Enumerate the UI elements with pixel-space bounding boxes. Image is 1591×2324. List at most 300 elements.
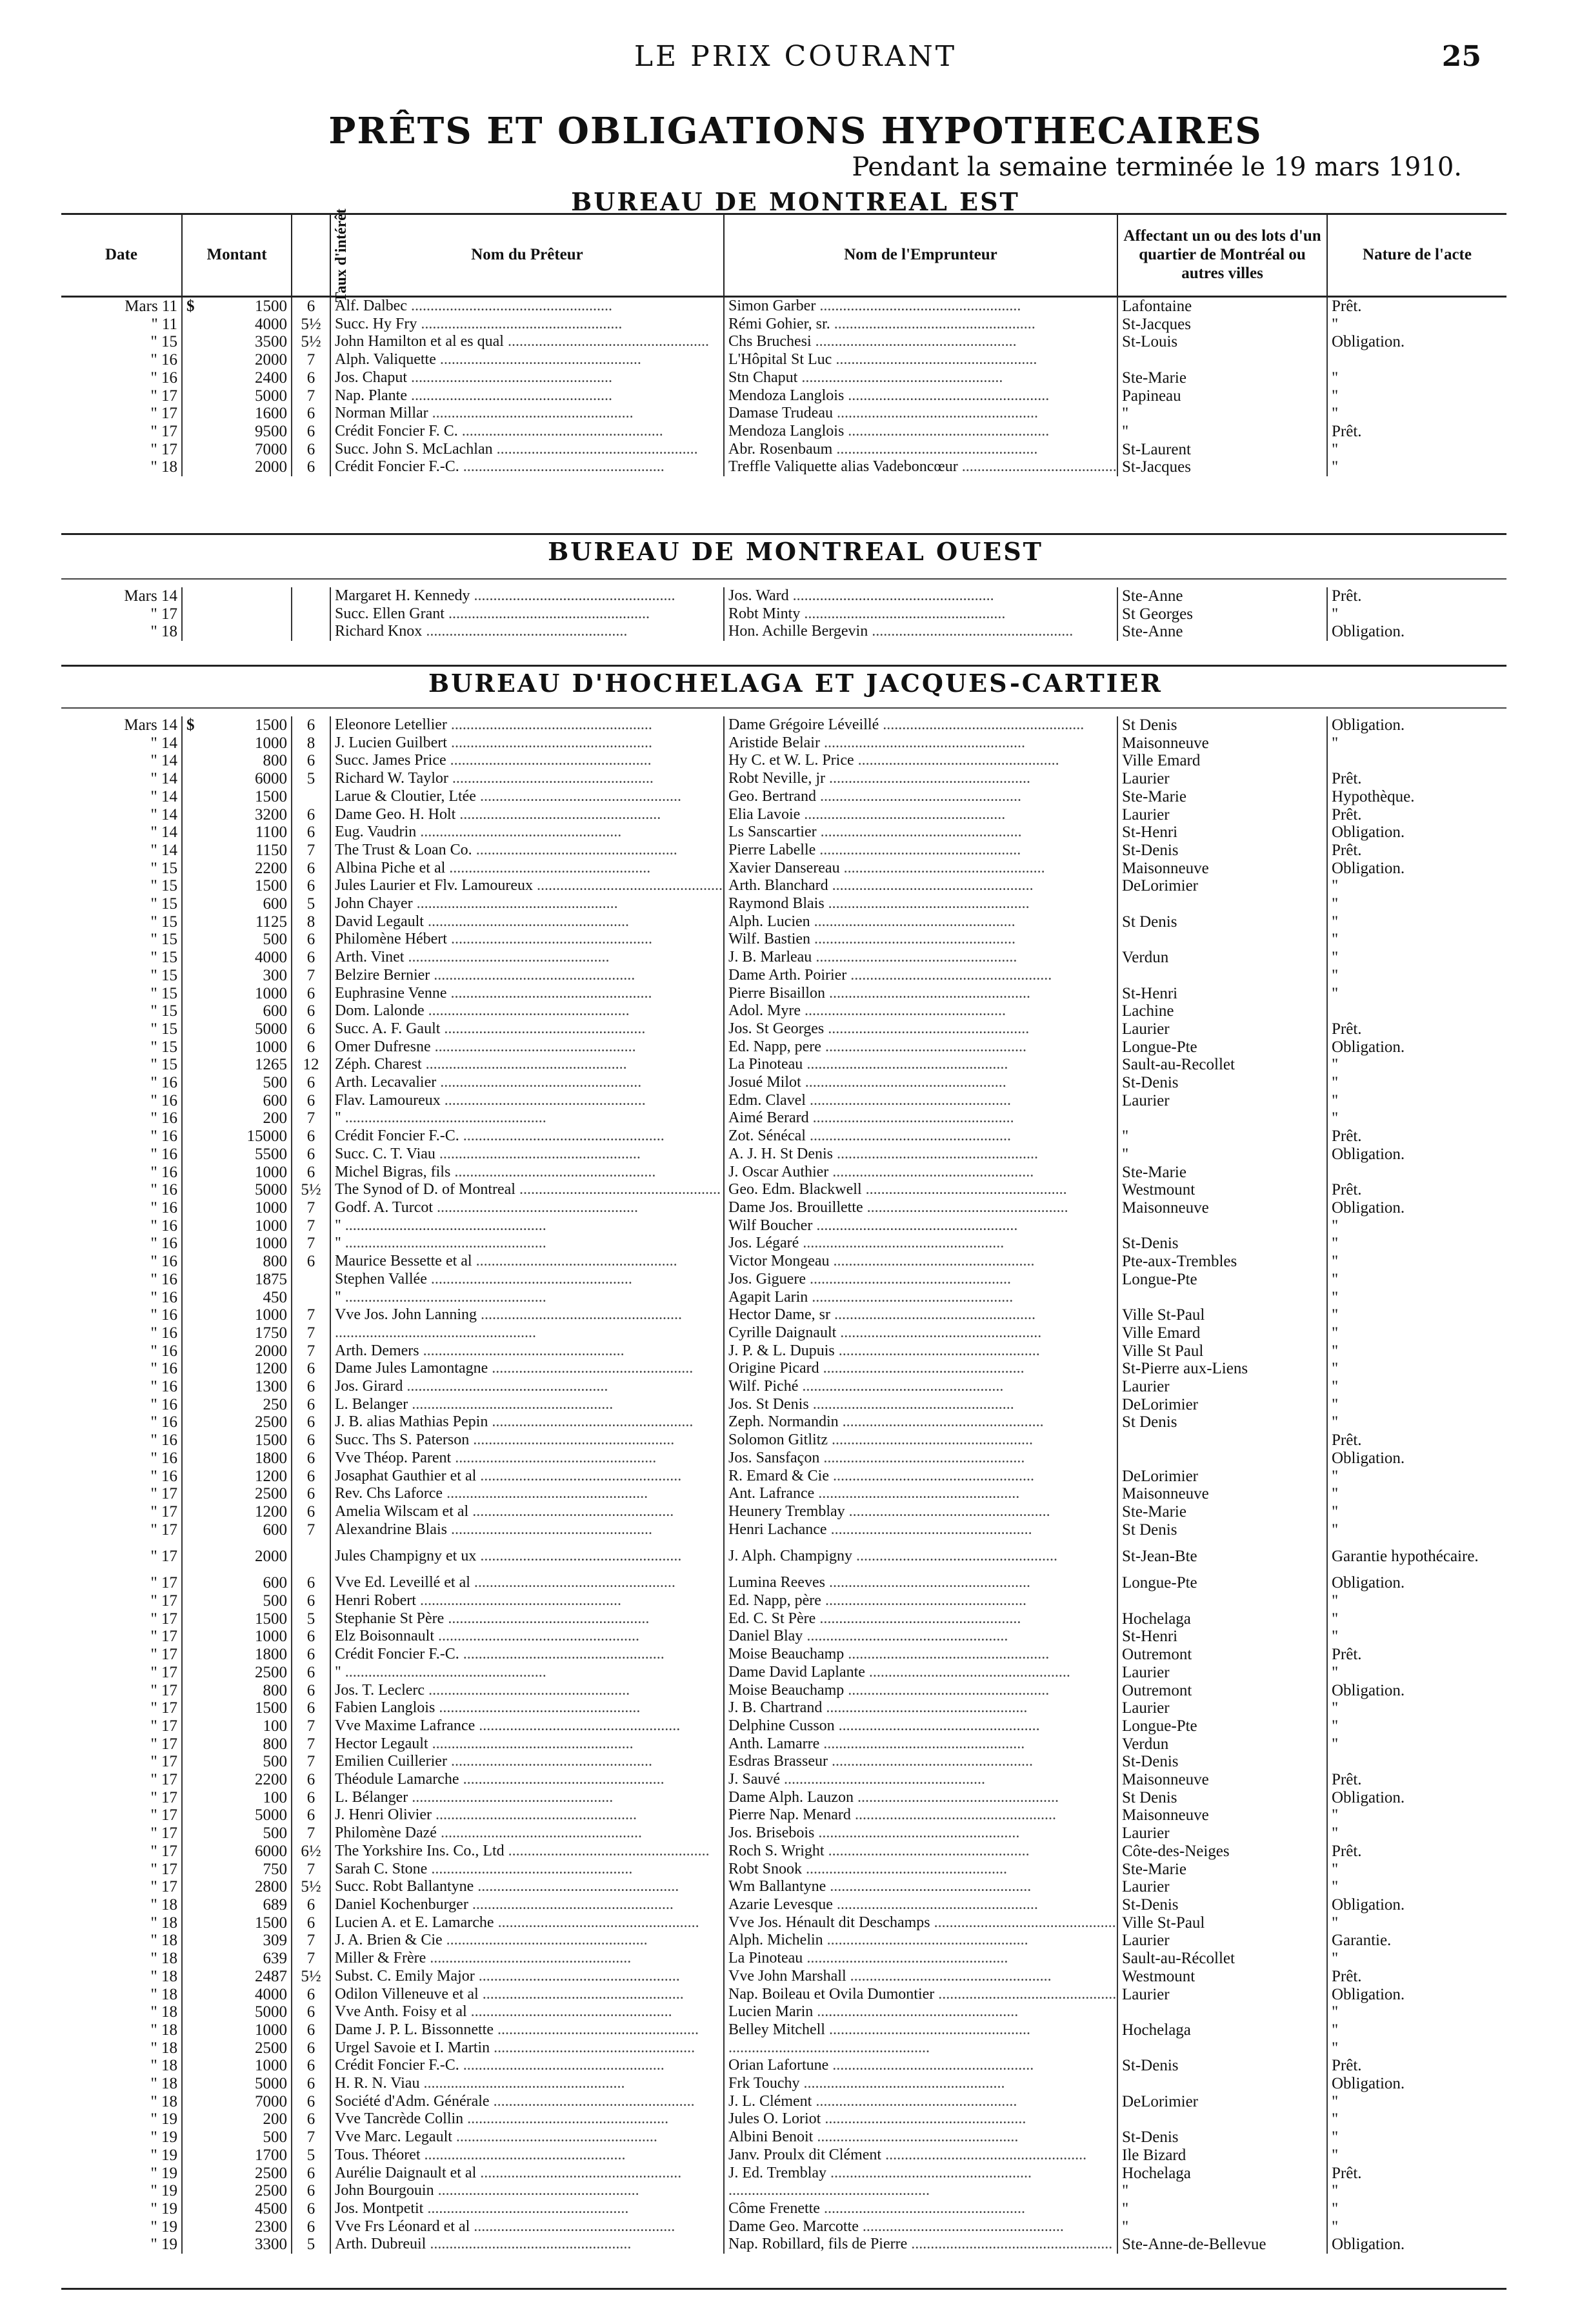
cell-nature: " [1332,734,1339,752]
cell-nature [1327,1753,1506,1771]
cell-lender: David Legault ..... [330,913,724,931]
cell-district: Laurier [1117,1020,1327,1038]
cell-lender: Vve Théop. Parent ..... [330,1450,724,1468]
cell-borrower: Cyrille Daignault ..... [724,1324,1117,1342]
cell-nature: " [1332,1217,1339,1235]
cell-district: " [1117,2200,1327,2218]
cell-amount [182,623,292,641]
cell-district: " [1117,2182,1327,2200]
cell-rate: 6 [292,2021,330,2039]
table-row [61,2218,1506,2236]
cell-district: St-Jacques [1117,316,1327,334]
cell-rate: 6 [292,1592,330,1610]
cell-district: St-Denis [1117,1074,1327,1092]
cell-district: Ile Bizard [1117,2147,1327,2165]
cell-date: " 19 [61,2165,182,2183]
cell-district: Papineau [1117,387,1327,405]
cell-date: " 16 [61,1468,182,1486]
cell-rate: 6 [292,1664,330,1682]
cell-district: Ste-Marie [1117,369,1327,387]
cell-date: " 17 [61,1878,182,1896]
cell-rate: 7 [292,1199,330,1217]
cell-amount: 7000 [182,441,292,459]
cell-lender: Jos. T. Leclerc ..... [330,1682,724,1700]
cell-borrower: Daniel Blay ..... [724,1628,1117,1646]
cell-district: Maisonneuve [1117,1771,1327,1789]
cell-rate [292,788,330,806]
cell-lender: Stephen Vallée ..... [330,1271,724,1289]
cell-district: Laurier [1117,806,1327,824]
cell-date: " 16 [61,1235,182,1253]
cell-amount: 1000 [182,1217,292,1235]
cell-rate: 7 [292,967,330,985]
column-header-rate: Taux d'intérêt [292,214,330,297]
cell-date: " 16 [61,1199,182,1217]
cell-nature: " [1332,2021,1339,2039]
cell-rate: 6 [292,1431,330,1450]
cell-nature: " [1332,1235,1339,1253]
cell-district [1117,2075,1327,2093]
table-row [61,1574,1506,1592]
cell-district [1117,2039,1327,2057]
cell-borrower: Geo. Edm. Blackwell ..... [724,1181,1117,1199]
cell-amount: 309 [182,1932,292,1950]
cell-date: " 16 [61,1092,182,1110]
cell-nature: " [1332,440,1339,458]
cell-date: " 19 [61,2182,182,2200]
cell-rate: 6 [292,1146,330,1164]
cell-lender: Miller & Frère ..... [330,1950,724,1968]
cell-rate: 7 [292,1324,330,1342]
cell-rate: 6 [292,1682,330,1700]
cell-rate: 6 [292,752,330,770]
cell-district: Westmount [1117,1968,1327,1986]
cell-lender: Maurice Bessette et al ..... [330,1253,724,1271]
cell-date: " 14 [61,806,182,824]
table-row [61,1396,1506,1414]
cell-district: St Denis [1117,1521,1327,1539]
cell-rate: 5 [292,2147,330,2165]
table-row [61,1753,1506,1771]
cell-amount: 1000 [182,1306,292,1324]
cell-lender: Crédit Foncier F.-C. ..... [330,1646,724,1664]
cell-borrower: Wm Ballantyne ..... [724,1878,1117,1896]
table-row [61,1074,1506,1092]
table-row [61,1431,1506,1450]
cell-amount: 1265 [182,1056,292,1074]
cell-rate [292,623,330,641]
cell-rate: 8 [292,734,330,753]
cell-date: " 16 [61,1324,182,1342]
page-number: 25 [1441,40,1481,73]
cell-lender: Margaret H. Kennedy ..... [330,587,724,605]
cell-borrower: Mendoza Langlois ..... [724,423,1117,441]
cell-amount: 3300 [182,2236,292,2254]
cell-amount: $ 1500 [182,297,292,316]
cell-nature: Prêt. [1332,2057,1362,2075]
cell-borrower: Dame Geo. Marcotte ..... [724,2218,1117,2236]
table-row [61,2165,1506,2183]
cell-lender: Josaphat Gauthier et al ..... [330,1468,724,1486]
cell-district: Laurier [1117,1986,1327,2004]
cell-nature: " [1332,1360,1339,1378]
cell-nature: " [1332,1860,1339,1878]
cell-rate: 6 [292,1127,330,1146]
table-row [61,913,1506,931]
cell-date: " 17 [61,1843,182,1861]
table-row [61,1485,1506,1503]
cell-amount: 2487 [182,1968,292,1986]
cell-amount: 4000 [182,949,292,967]
cell-borrower: Adol. Myre ..... [724,1002,1117,1020]
register-table [61,716,1506,2254]
cell-lender: Succ. A. F. Gault ..... [330,1020,724,1038]
cell-rate: 6 [292,1628,330,1646]
cell-district: Côte-des-Neiges [1117,1843,1327,1861]
cell-rate: 7 [292,1824,330,1843]
cell-lender: Rev. Chs Laforce ..... [330,1485,724,1503]
cell-amount: 1200 [182,1468,292,1486]
cell-rate [292,587,330,605]
cell-lender: Jules Laurier et Flv. Lamoureux ..... [330,877,724,895]
cell-district: Sault-au-Recollet [1117,1056,1327,1074]
table-row [61,1950,1506,1968]
cell-borrower: J. P. & L. Dupuis ..... [724,1342,1117,1360]
cell-rate: 6 [292,824,330,842]
cell-amount: 600 [182,1092,292,1110]
cell-district: Outremont [1117,1646,1327,1664]
cell-date: " 15 [61,1020,182,1038]
cell-rate: 5½ [292,333,330,351]
cell-borrower: J. Ed. Tremblay ..... [724,2165,1117,2183]
cell-district [1117,2110,1327,2128]
cell-rate: 6 [292,1468,330,1486]
cell-rate: 6 [292,1986,330,2004]
cell-lender: Omer Dufresne ..... [330,1038,724,1056]
cell-lender: John Hamilton et al es qual ..... [330,333,724,351]
cell-borrower: Ed. Napp, pere ..... [724,1038,1117,1056]
cell-lender: Belzire Bernier ..... [330,967,724,985]
cell-nature: " [1332,458,1339,476]
cell-rate: 6 [292,877,330,895]
cell-rate: 5½ [292,1181,330,1199]
cell-lender: Hector Legault ..... [330,1735,724,1753]
table-row [61,587,1506,605]
cell-rate: 6 [292,1914,330,1932]
cell-amount: 800 [182,752,292,770]
cell-district: Longue-Pte [1117,1574,1327,1592]
table-row [61,734,1506,753]
cell-borrower: L'Hôpital St Luc ..... [724,351,1117,369]
table-row [61,1932,1506,1950]
cell-lender: Crédit Foncier F.-C. ..... [330,1127,724,1146]
cell-lender: Henri Robert ..... [330,1592,724,1610]
cell-nature: " [1332,1395,1339,1413]
cell-rate: 6 [292,1038,330,1056]
cell-lender: Eug. Vaudrin ..... [330,824,724,842]
cell-borrower: Robt Snook ..... [724,1861,1117,1879]
cell-district [1117,967,1327,985]
cell-district: Westmount [1117,1181,1327,1199]
cell-lender: Daniel Kochenburger ..... [330,1896,724,1914]
cell-rate: 6 [292,297,330,316]
cell-nature: " [1332,387,1339,405]
table-row [61,1968,1506,1986]
cell-district: St-Louis [1117,333,1327,351]
cell-rate: 5 [292,1610,330,1628]
cell-nature: Hypothèque. [1332,787,1415,805]
cell-rate: 6 [292,2182,330,2200]
cell-date: " 15 [61,949,182,967]
cell-lender: Philomène Hébert ..... [330,931,724,949]
cell-rate [292,1289,330,1307]
cell-borrower: Simon Garber ..... [724,297,1117,316]
cell-rate: 12 [292,1056,330,1074]
cell-borrower: Dame Grégoire Léveillé ..... [724,716,1117,734]
cell-district: Ste-Anne-de-Bellevue [1117,2236,1327,2254]
cell-date: " 14 [61,824,182,842]
cell-district: Hochelaga [1117,2021,1327,2039]
cell-district: " [1117,1127,1327,1146]
cell-amount: 4000 [182,316,292,334]
cell-amount: $ 1500 [182,716,292,734]
table-row [61,2021,1506,2039]
cell-lender: Odilon Villeneuve et al ..... [330,1986,724,2004]
cell-borrower: Agapit Larin ..... [724,1289,1117,1307]
cell-rate: 6 [292,1413,330,1431]
table-row [61,1806,1506,1824]
cell-borrower: Zeph. Normandin ..... [724,1413,1117,1431]
cell-nature: Prêt. [1332,1127,1362,1146]
cell-nature: Garantie. [1332,1932,1392,1950]
cell-amount: 500 [182,1592,292,1610]
cell-borrower: Stn Chaput ..... [724,369,1117,387]
cell-lender: Dom. Lalonde ..... [330,1002,724,1020]
cell-district: Laurier [1117,1092,1327,1110]
cell-amount: 500 [182,1753,292,1771]
cell-nature: " [1332,1378,1339,1396]
cell-nature: Prêt. [1332,1020,1362,1038]
cell-district: Laurier [1117,1664,1327,1682]
cell-nature: " [1332,1824,1339,1843]
table-row [61,1914,1506,1932]
cell-rate: 7 [292,1932,330,1950]
cell-borrower: Lucien Marin ..... [724,2003,1117,2021]
cell-borrower [724,2182,1117,2200]
cell-lender: Crédit Foncier F. C. ..... [330,423,724,441]
table-row [61,1843,1506,1861]
cell-lender: Vve Tancrède Collin ..... [330,2110,724,2128]
cell-nature: Obligation. [1332,824,1405,842]
table-row [61,1592,1506,1610]
cell-borrower: Geo. Bertrand ..... [724,788,1117,806]
cell-nature [1327,752,1506,770]
cell-district: Ville St-Paul [1117,1914,1327,1932]
cell-nature: Obligation. [1332,1681,1405,1699]
cell-rate: 7 [292,387,330,405]
cell-lender: Dame J. P. L. Bissonnette ..... [330,2021,724,2039]
cell-amount: 2000 [182,1539,292,1574]
table-row [61,441,1506,459]
cell-borrower: Pierre Nap. Menard ..... [724,1806,1117,1824]
cell-district [1117,1592,1327,1610]
cell-amount: 2500 [182,2165,292,2183]
cell-amount: 500 [182,931,292,949]
table-row [61,1109,1506,1127]
cell-lender: The Yorkshire Ins. Co., Ltd ..... [330,1843,724,1861]
cell-rate: 7 [292,842,330,860]
cell-date: " 15 [61,913,182,931]
cell-nature: " [1332,1878,1339,1896]
cell-amount: 2500 [182,2039,292,2057]
cell-lender: Succ. Ellen Grant ..... [330,605,724,623]
cell-amount: 2400 [182,369,292,387]
cell-borrower: Moise Beauchamp ..... [724,1646,1117,1664]
cell-rate: 6 [292,1806,330,1824]
cell-borrower: Ed. C. St Père ..... [724,1610,1117,1628]
cell-amount: 1000 [182,2021,292,2039]
cell-date: " 17 [61,1861,182,1879]
cell-borrower: Wilf. Bastien ..... [724,931,1117,949]
cell-lender: Fabien Langlois ..... [330,1699,724,1717]
table-row [61,387,1506,405]
cell-borrower: Nap. Boileau et Ovila Dumontier ..... [724,1986,1117,2004]
cell-amount: 500 [182,1824,292,1843]
cell-date: " 17 [61,1682,182,1700]
cell-borrower: Jos. Sansfaçon ..... [724,1450,1117,1468]
cell-borrower: Dame Arth. Poirier ..... [724,967,1117,985]
cell-date: " 16 [61,1413,182,1431]
cell-rate: 7 [292,1235,330,1253]
cell-date: " 18 [61,623,182,641]
cell-amount: 1600 [182,405,292,423]
cell-borrower: Damase Trudeau ..... [724,405,1117,423]
cell-district: Laurier [1117,1824,1327,1843]
cell-district: " [1117,423,1327,441]
cell-date: " 17 [61,1735,182,1753]
cell-lender: Alf. Dalbec ..... [330,297,724,316]
cell-borrower: Raymond Blais ..... [724,895,1117,913]
table-row [61,1413,1506,1431]
cell-district: St-Henri [1117,985,1327,1003]
cell-amount: 5000 [182,1806,292,1824]
cell-date: " 16 [61,1127,182,1146]
cell-lender: Elz Boisonnault ..... [330,1628,724,1646]
cell-rate: 6 [292,1789,330,1807]
cell-district: St-Denis [1117,842,1327,860]
cell-borrower: Rémi Gohier, sr. ..... [724,316,1117,334]
cell-amount: 6000 [182,770,292,788]
table-row [61,1146,1506,1164]
cell-district: Ste-Anne [1117,587,1327,605]
cell-date: " 17 [61,1717,182,1735]
cell-borrower: Ed. Napp, père ..... [724,1592,1117,1610]
cell-nature: " [1332,984,1339,1002]
cell-amount: 1000 [182,985,292,1003]
cell-district: " [1117,2218,1327,2236]
cell-rate: 7 [292,351,330,369]
cell-amount: 600 [182,895,292,913]
column-header-borrower: Nom de l'Emprunteur [724,214,1117,297]
cell-amount: 1125 [182,913,292,931]
cell-nature: Obligation. [1332,1449,1405,1467]
cell-borrower: Treffle Valiquette alias Vadeboncœur ..... [724,458,1117,476]
cell-rate: 5 [292,2236,330,2254]
cell-amount: 1000 [182,2057,292,2075]
cell-lender: " ..... [330,1289,724,1307]
cell-lender: Crédit Foncier F.-C. ..... [330,458,724,476]
table-row [61,2003,1506,2021]
cell-nature [1327,351,1506,369]
cell-rate: 7 [292,1217,330,1235]
cell-lender: Dame Geo. H. Holt ..... [330,806,724,824]
cell-nature: Prêt. [1332,1771,1362,1789]
cell-rate: 7 [292,1950,330,1968]
cell-amount: 5500 [182,1146,292,1164]
table-row [61,1539,1506,1574]
cell-rate: 5 [292,770,330,788]
table-row [61,2236,1506,2254]
cell-date: " 18 [61,1932,182,1950]
column-header-lender: Nom du Prêteur [330,214,724,297]
cell-date: " 15 [61,860,182,878]
cell-nature: " [1332,1288,1339,1306]
cell-nature: Prêt. [1332,2164,1362,2182]
cell-amount: 689 [182,1896,292,1914]
week-subtitle: Pendant la semaine terminée le 19 mars 1910. [852,152,1462,182]
cell-amount: 1500 [182,1699,292,1717]
cell-date: " 17 [61,1789,182,1807]
cell-amount: 1000 [182,734,292,753]
cell-amount: 2000 [182,351,292,369]
cell-rate: 6 [292,458,330,476]
cell-district [1117,1289,1327,1307]
cell-date: " 19 [61,2218,182,2236]
cell-district: DeLorimier [1117,2093,1327,2111]
cell-nature: " [1332,1270,1339,1288]
cell-nature: Obligation. [1332,1145,1405,1163]
cell-date: " 15 [61,333,182,351]
cell-amount: 1500 [182,1610,292,1628]
cell-nature: Prêt. [1332,1967,1362,1985]
cell-borrower: J. B. Marleau ..... [724,949,1117,967]
cell-district [1117,351,1327,369]
cell-borrower: Lumina Reeves ..... [724,1574,1117,1592]
cell-district: Laurier [1117,1378,1327,1396]
cell-district: Longue-Pte [1117,1271,1327,1289]
table-row [61,2147,1506,2165]
running-title: LE PRIX COURANT [634,40,957,73]
cell-borrower: Robt Minty ..... [724,605,1117,623]
cell-amount: 5000 [182,1181,292,1199]
cell-district: St Georges [1117,605,1327,623]
table-row [61,1646,1506,1664]
cell-rate: 6 [292,1002,330,1020]
cell-lender: Lucien A. et E. Lamarche ..... [330,1914,724,1932]
cell-rate: 6 [292,1396,330,1414]
cell-date: " 18 [61,2003,182,2021]
cell-borrower: Xavier Dansereau ..... [724,860,1117,878]
cell-district: St-Denis [1117,1753,1327,1771]
cell-date: " 15 [61,931,182,949]
cell-amount: 800 [182,1735,292,1753]
cell-date: " 17 [61,1699,182,1717]
cell-borrower: Jos. Brisebois ..... [724,1824,1117,1843]
table-row [61,1682,1506,1700]
table-row [61,623,1506,641]
cell-district [1117,895,1327,913]
cell-lender: Vve Marc. Legault ..... [330,2128,724,2147]
